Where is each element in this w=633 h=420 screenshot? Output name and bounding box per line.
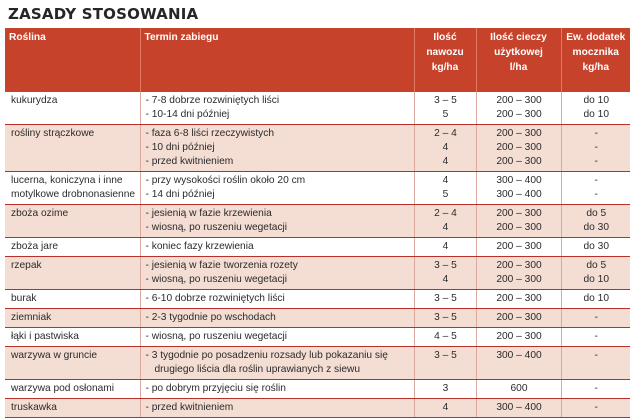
crop-cell	[5, 399, 140, 418]
crop-name-line: lucerna, koniczyna i inne	[11, 175, 123, 186]
urea-addition-cell	[561, 347, 630, 380]
fertilizer-amount-cell	[414, 290, 476, 309]
table-body	[5, 92, 630, 418]
urea-addition-value: -	[594, 128, 598, 139]
urea-addition-cell	[561, 238, 630, 257]
fertilizer-amount-value: 4	[442, 175, 449, 186]
term-cell	[140, 238, 414, 257]
liquid-amount-value: 300 – 400	[496, 402, 542, 413]
urea-addition-value: do 10	[583, 95, 609, 106]
urea-addition-value: -	[594, 312, 598, 323]
term-line: - przed kwitnieniem	[145, 402, 234, 413]
term-line: - 10-14 dni później	[145, 109, 230, 120]
liquid-amount-cell	[476, 172, 561, 205]
application-rules-table	[5, 28, 630, 418]
term-line: - koniec fazy krzewienia	[145, 241, 254, 252]
fertilizer-amount-cell	[414, 205, 476, 238]
term-line: - 14 dni później	[145, 189, 215, 200]
fertilizer-amount-value: 2 – 4	[434, 208, 457, 219]
table-row	[5, 399, 630, 418]
urea-addition-cell	[561, 125, 630, 172]
liquid-amount-cell	[476, 399, 561, 418]
term-line: drugiego liścia dla roślin uprawianych z siewu	[154, 364, 361, 375]
liquid-amount-cell	[476, 328, 561, 347]
liquid-amount-value: 200 – 300	[496, 293, 542, 304]
crop-cell	[5, 328, 140, 347]
urea-addition-value: -	[594, 383, 598, 394]
page-title: ZASADY STOSOWANIA	[8, 5, 199, 23]
fertilizer-amount-cell	[414, 328, 476, 347]
header-line: kg/ha	[431, 62, 459, 73]
urea-addition-cell	[561, 328, 630, 347]
table-row	[5, 92, 630, 125]
liquid-amount-cell	[476, 347, 561, 380]
fertilizer-amount-cell	[414, 380, 476, 399]
liquid-amount-value: 200 – 300	[496, 222, 542, 233]
term-line: - przy wysokości roślin około 20 cm	[145, 175, 306, 186]
term-line: - jesienią w fazie tworzenia rozety	[145, 260, 298, 271]
term-cell	[140, 257, 414, 290]
header-liquid-amount	[476, 28, 561, 92]
urea-addition-cell	[561, 205, 630, 238]
liquid-amount-value: 300 – 400	[496, 350, 542, 361]
header-term: Termin zabiegu	[140, 28, 414, 92]
term-line: - wiosną, po ruszeniu wegetacji	[145, 274, 288, 285]
fertilizer-amount-value: 4	[442, 241, 449, 252]
fertilizer-amount-cell	[414, 257, 476, 290]
fertilizer-amount-value: 3	[442, 383, 449, 394]
crop-name-line: rzepak	[11, 260, 42, 271]
urea-addition-cell	[561, 290, 630, 309]
header-crop: Roślina	[5, 28, 140, 92]
term-cell	[140, 328, 414, 347]
term-line: - 10 dni później	[145, 142, 215, 153]
liquid-amount-cell	[476, 125, 561, 172]
crop-cell	[5, 125, 140, 172]
header-line: użytkowej	[494, 47, 543, 58]
urea-addition-cell	[561, 309, 630, 328]
term-line: - 7-8 dobrze rozwiniętych liści	[145, 95, 280, 106]
urea-addition-value: -	[594, 156, 598, 167]
fertilizer-amount-value: 4	[442, 222, 449, 233]
urea-addition-value: do 10	[583, 274, 609, 285]
fertilizer-amount-cell	[414, 92, 476, 125]
table-row	[5, 257, 630, 290]
fertilizer-amount-cell	[414, 125, 476, 172]
fertilizer-amount-cell	[414, 347, 476, 380]
crop-name-line: warzywa pod osłonami	[11, 383, 115, 394]
header-line: Ilość	[433, 32, 457, 43]
urea-addition-cell	[561, 172, 630, 205]
table-row	[5, 380, 630, 399]
fertilizer-amount-value: 4	[442, 142, 449, 153]
crop-cell	[5, 309, 140, 328]
fertilizer-amount-value: 3 – 5	[434, 350, 457, 361]
crop-cell	[5, 172, 140, 205]
liquid-amount-value: 200 – 300	[496, 208, 542, 219]
urea-addition-value: -	[594, 175, 598, 186]
liquid-amount-cell	[476, 257, 561, 290]
term-cell	[140, 399, 414, 418]
liquid-amount-cell	[476, 380, 561, 399]
urea-addition-value: -	[594, 350, 598, 361]
fertilizer-amount-value: 4	[442, 402, 449, 413]
crop-cell	[5, 92, 140, 125]
liquid-amount-value: 200 – 300	[496, 331, 542, 342]
crop-name-line: kukurydza	[11, 95, 58, 106]
term-line: - 3 tygodnie po posadzeniu rozsady lub pokazaniu się	[145, 350, 388, 361]
header-row	[5, 28, 630, 92]
header-line: nawozu	[426, 47, 464, 58]
term-line: - 6-10 dobrze rozwiniętych liści	[145, 293, 285, 304]
urea-addition-value: do 30	[583, 222, 609, 233]
table-row	[5, 238, 630, 257]
liquid-amount-cell	[476, 205, 561, 238]
fertilizer-amount-value: 5	[442, 189, 449, 200]
table-row	[5, 172, 630, 205]
crop-name-line: motylkowe drobnonasienne	[11, 189, 136, 200]
term-cell	[140, 309, 414, 328]
urea-addition-value: -	[594, 331, 598, 342]
urea-addition-value: do 30	[583, 241, 609, 252]
urea-addition-value: -	[594, 402, 598, 413]
crop-name-line: zboża ozime	[11, 208, 69, 219]
fertilizer-amount-cell	[414, 309, 476, 328]
table-row	[5, 290, 630, 309]
term-cell	[140, 205, 414, 238]
urea-addition-value: do 10	[583, 293, 609, 304]
header-fertilizer-amount	[414, 28, 476, 92]
liquid-amount-cell	[476, 238, 561, 257]
crop-name-line: burak	[11, 293, 37, 304]
crop-name-line: zboża jare	[11, 241, 59, 252]
urea-addition-value: -	[594, 142, 598, 153]
liquid-amount-value: 300 – 400	[496, 175, 542, 186]
fertilizer-amount-value: 2 – 4	[434, 128, 457, 139]
urea-addition-value: do 5	[586, 208, 607, 219]
header-line: mocznika	[572, 47, 619, 58]
liquid-amount-value: 200 – 300	[496, 142, 542, 153]
liquid-amount-value: 200 – 300	[496, 95, 542, 106]
term-cell	[140, 347, 414, 380]
fertilizer-amount-value: 3 – 5	[434, 260, 457, 271]
table-row	[5, 309, 630, 328]
fertilizer-amount-value: 3 – 5	[434, 293, 457, 304]
liquid-amount-value: 300 – 400	[496, 189, 542, 200]
liquid-amount-value: 200 – 300	[496, 156, 542, 167]
liquid-amount-cell	[476, 309, 561, 328]
liquid-amount-value: 200 – 300	[496, 260, 542, 271]
term-line: - 2-3 tygodnie po wschodach	[145, 312, 276, 323]
crop-name-line: ziemniak	[11, 312, 52, 323]
table-row	[5, 328, 630, 347]
urea-addition-cell	[561, 257, 630, 290]
term-line: - jesienią w fazie krzewienia	[145, 208, 272, 219]
term-line: - wiosną, po ruszeniu wegetacji	[145, 331, 288, 342]
crop-name-line: rośliny strączkowe	[11, 128, 95, 139]
crop-cell	[5, 380, 140, 399]
urea-addition-cell	[561, 380, 630, 399]
term-cell	[140, 290, 414, 309]
urea-addition-cell	[561, 92, 630, 125]
crop-cell	[5, 205, 140, 238]
table-row	[5, 347, 630, 380]
term-cell	[140, 380, 414, 399]
fertilizer-amount-cell	[414, 172, 476, 205]
fertilizer-amount-value: 3 – 5	[434, 312, 457, 323]
header-line: kg/ha	[582, 62, 610, 73]
header-urea-addition	[561, 28, 630, 92]
liquid-amount-value: 200 – 300	[496, 241, 542, 252]
fertilizer-amount-cell	[414, 399, 476, 418]
liquid-amount-value: 200 – 300	[496, 109, 542, 120]
header-line: Ilość cieczy	[490, 32, 547, 43]
term-line: - po dobrym przyjęciu się roślin	[145, 383, 286, 394]
fertilizer-amount-value: 4 – 5	[434, 331, 457, 342]
header-line: Ew. dodatek	[566, 32, 626, 43]
liquid-amount-cell	[476, 290, 561, 309]
table-row	[5, 205, 630, 238]
liquid-amount-value: 600	[510, 383, 528, 394]
crop-name-line: truskawka	[11, 402, 57, 413]
term-line: - faza 6-8 liści rzeczywistych	[145, 128, 275, 139]
crop-cell	[5, 290, 140, 309]
term-cell	[140, 125, 414, 172]
fertilizer-amount-cell	[414, 238, 476, 257]
crop-cell	[5, 238, 140, 257]
urea-addition-value: -	[594, 189, 598, 200]
table-row	[5, 125, 630, 172]
term-cell	[140, 172, 414, 205]
crop-name-line: łąki i pastwiska	[11, 331, 79, 342]
term-cell	[140, 92, 414, 125]
liquid-amount-value: 200 – 300	[496, 128, 542, 139]
liquid-amount-cell	[476, 92, 561, 125]
fertilizer-amount-value: 4	[442, 274, 449, 285]
fertilizer-amount-value: 5	[442, 109, 449, 120]
term-line: - przed kwitnieniem	[145, 156, 234, 167]
liquid-amount-value: 200 – 300	[496, 312, 542, 323]
crop-cell	[5, 257, 140, 290]
crop-cell	[5, 347, 140, 380]
urea-addition-value: do 10	[583, 109, 609, 120]
header-line: l/ha	[509, 62, 528, 73]
fertilizer-amount-value: 4	[442, 156, 449, 167]
table-header	[5, 28, 630, 92]
crop-name-line: warzywa w gruncie	[11, 350, 98, 361]
liquid-amount-value: 200 – 300	[496, 274, 542, 285]
urea-addition-value: do 5	[586, 260, 607, 271]
fertilizer-amount-value: 3 – 5	[434, 95, 457, 106]
term-line: - wiosną, po ruszeniu wegetacji	[145, 222, 288, 233]
urea-addition-cell	[561, 399, 630, 418]
